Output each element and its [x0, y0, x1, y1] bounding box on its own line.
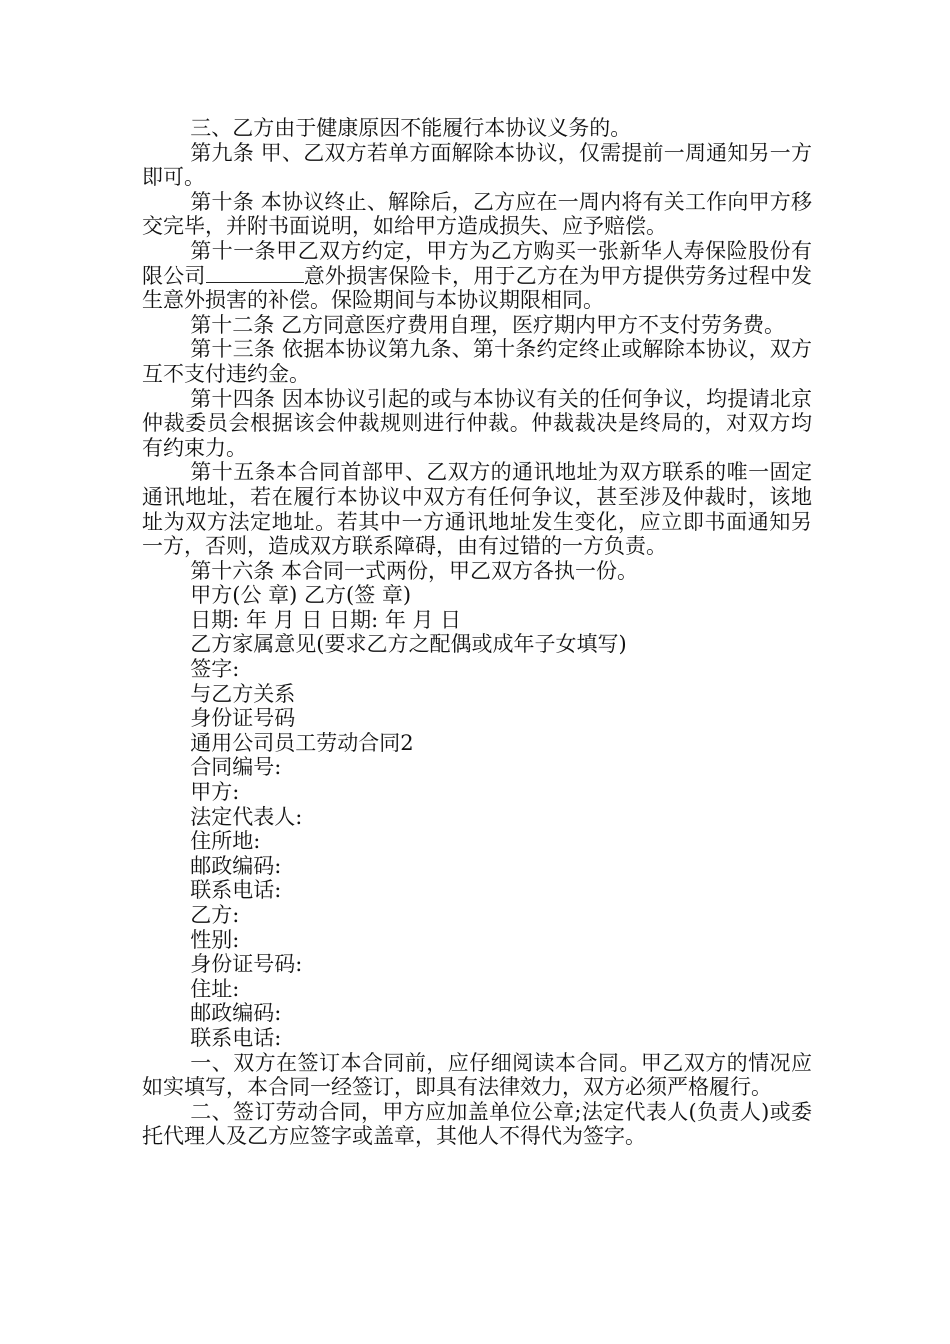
article-13: 第十三条 依据本协议第九条、第十条约定终止或解除本协议，双方互不支付违约金。: [142, 337, 812, 386]
article-14: 第十四条 因本协议引起的或与本协议有关的任何争议，均提请北京仲裁委员会根据该会仲裁规则进行仲裁。仲裁裁决是终局的，对双方均有约束力。: [142, 386, 812, 460]
date-line: 日期: 年 月 日 日期: 年 月 日: [190, 607, 462, 632]
legal-representative-label: 法定代表人:: [190, 804, 303, 829]
address-label: 住址:: [190, 976, 240, 1001]
article-15: 第十五条本合同首部甲、乙双方的通讯地址为双方联系的唯一固定通讯地址，若在履行本协议中双方有任何争议，甚至涉及仲裁时，该地址为双方法定地址。若其中一方通讯地址发生变化，应立即书面通知另一方，否则，造成双方联系障碍，由有过错的一方负责。: [142, 460, 812, 559]
contract-number-label: 合同编号:: [190, 755, 282, 780]
party-b-phone-label: 联系电话:: [190, 1025, 282, 1050]
party-a-phone-label: 联系电话:: [190, 878, 282, 903]
notice-1: 一、双方在签订本合同前，应仔细阅读本合同。甲乙双方的情况应如实填写，本合同一经签订，即具有法律效力，双方必须严格履行。: [142, 1050, 812, 1100]
id-number-label: 身份证号码: [190, 706, 296, 731]
contract-2-title: 通用公司员工劳动合同2: [190, 730, 414, 755]
gender-label: 性别:: [190, 927, 240, 952]
party-a-postcode-label: 邮政编码:: [190, 853, 282, 878]
party-b-postcode-label: 邮政编码:: [190, 1001, 282, 1026]
relationship-label: 与乙方关系: [190, 681, 296, 706]
seal-line: 甲方(公 章) 乙方(签 章): [190, 583, 412, 608]
signature-label: 签字:: [190, 657, 240, 682]
article-16: 第十六条 本合同一式两份，甲乙双方各执一份。: [190, 558, 638, 583]
party-a-label: 甲方:: [190, 780, 240, 805]
article-9: 第九条 甲、乙双方若单方面解除本协议，仅需提前一周通知另一方即可。: [142, 140, 812, 190]
clause-3-health: 三、乙方由于健康原因不能履行本协议义务的。: [190, 116, 632, 140]
party-b-id-label: 身份证号码:: [190, 952, 303, 977]
article-12: 第十二条 乙方同意医疗费用自理，医疗期内甲方不支付劳务费。: [190, 312, 785, 337]
party-b-label: 乙方:: [190, 903, 240, 927]
notice-2: 二、签订劳动合同，甲方应加盖单位公章;法定代表人(负责人)或委托代理人及乙方应签字或盖章，其他人不得代为签字。: [142, 1099, 812, 1149]
family-opinion-label: 乙方家属意见(要求乙方之配偶或成年子女填写): [190, 632, 627, 657]
article-11: [142, 239, 812, 313]
document-page: [142, 116, 812, 1149]
insurance-company-blank: [206, 264, 304, 283]
article-11-text-after: 意外损害保险卡，用于乙方在为甲方提供劳务过程中发生意外损害的补偿。保险期间与本协议期限相同。: [142, 263, 813, 313]
article-11-text-before: 第十一条甲乙双方约定，甲方为乙方购买一张新华人寿保险股份有限公司: [142, 238, 812, 288]
article-10: 第十条 本协议终止、解除后，乙方应在一周内将有关工作向甲方移交完毕，并附书面说明，如给甲方造成损失、应予赔偿。: [142, 189, 812, 239]
domicile-label: 住所地:: [190, 829, 261, 854]
